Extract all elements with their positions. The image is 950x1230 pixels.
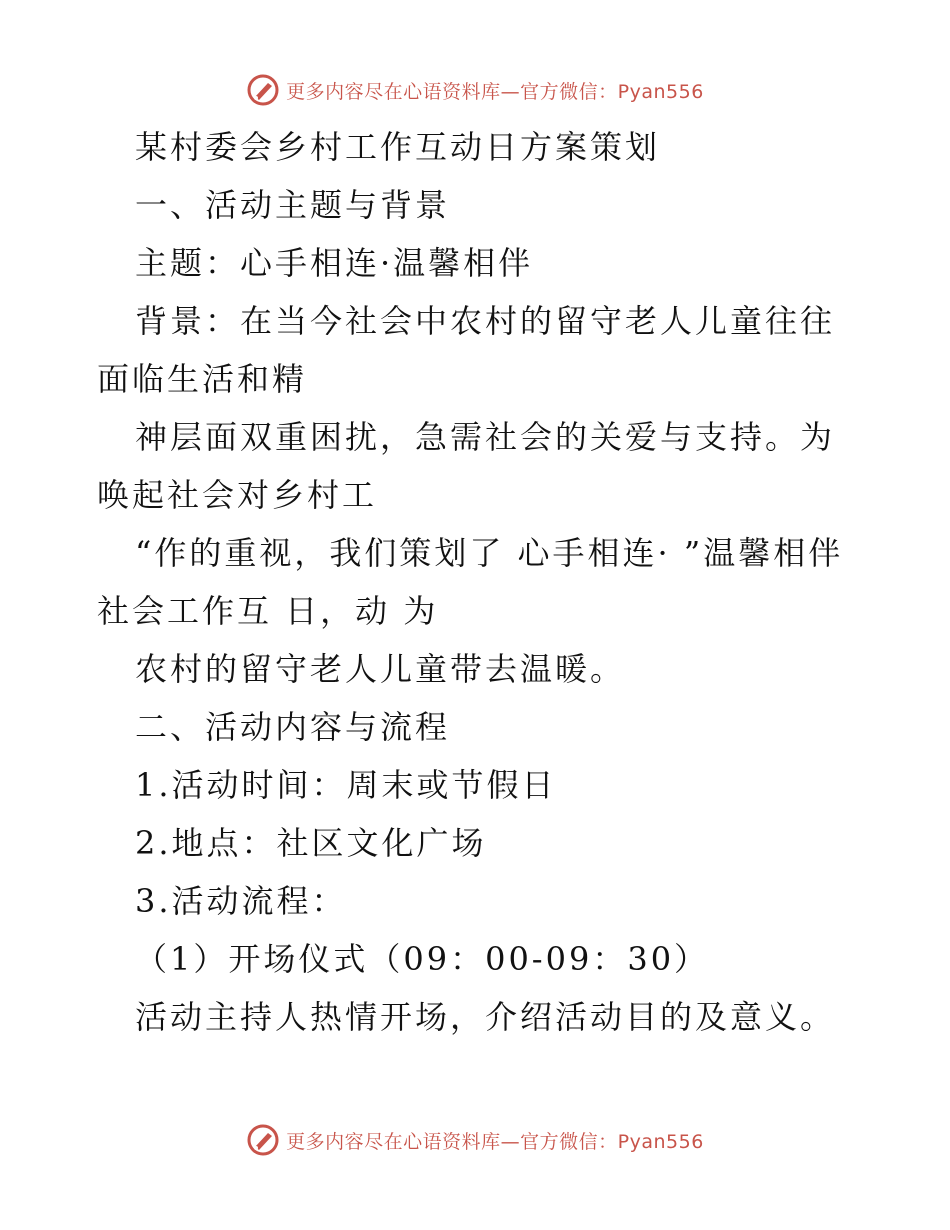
activity-time-item: 1.活动时间：周末或节假日	[135, 766, 557, 804]
section-heading-content: 二、活动内容与流程	[135, 708, 451, 746]
background-paragraph-4: 农村的留守老人儿童带去温暖。	[135, 650, 626, 688]
location-item: 2.地点：社区文化广场	[135, 824, 487, 862]
process-item: 3.活动流程：	[135, 882, 347, 920]
theme-line: 主题：心手相连·温馨相伴	[135, 244, 534, 282]
background-paragraph-2: 神层面双重困扰，急需社会的关爱与支持。为唤起社会对乡村工	[97, 418, 836, 514]
pen-logo-icon	[246, 73, 280, 107]
document-title: 某村委会乡村工作互动日方案策划	[135, 128, 661, 166]
background-paragraph-1: 背景：在当今社会中农村的留守老人儿童往往面临生活和精	[97, 302, 836, 398]
watermark-text: 更多内容尽在心语资料库—官方微信：Pyan556	[286, 1130, 704, 1153]
watermark-text: 更多内容尽在心语资料库—官方微信：Pyan556	[286, 80, 704, 103]
header-watermark-banner	[0, 70, 950, 110]
opening-ceremony-description: 活动主持人热情开场，介绍活动目的及意义。	[135, 998, 836, 1036]
footer-watermark-banner	[0, 1120, 950, 1160]
section-heading-theme: 一、活动主题与背景	[135, 186, 451, 224]
background-paragraph-3: “作的重视，我们策划了 心手相连· ”温馨相伴 社会工作互 日，动 为	[97, 534, 844, 630]
pen-logo-icon	[246, 1123, 280, 1157]
opening-ceremony-item: （1）开场仪式（09：00-09：30）	[135, 940, 710, 978]
document-body	[97, 118, 857, 1046]
